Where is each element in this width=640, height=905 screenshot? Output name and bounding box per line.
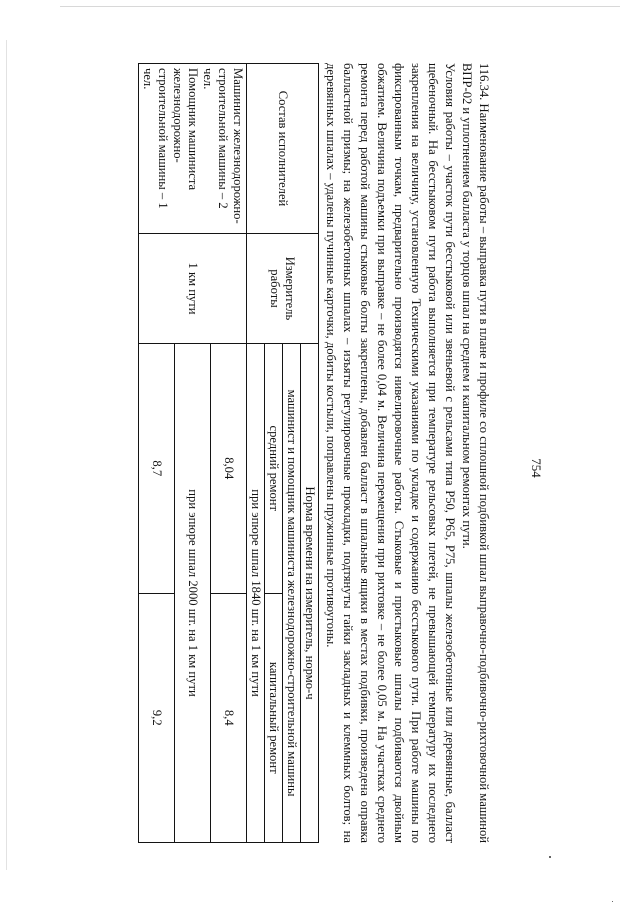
time-norm-table bbox=[138, 63, 319, 843]
page-number: 754 bbox=[529, 458, 544, 478]
work-conditions-paragraph bbox=[322, 63, 458, 843]
document-body bbox=[130, 53, 500, 853]
performer-assistant: Помощник машиниста железнодорожно-строительной машины – 1 чел. bbox=[141, 68, 200, 209]
value-1840-medium: 8,04 bbox=[211, 344, 247, 594]
value-1840-capital: 8,4 bbox=[211, 593, 247, 843]
scan-speck bbox=[549, 856, 551, 858]
scan-edge-top bbox=[60, 6, 620, 7]
scan-speck bbox=[612, 901, 613, 902]
rotated-page-content bbox=[140, 53, 500, 853]
header-performers: Состав исполнителей bbox=[247, 64, 319, 234]
header-capital-repair: капитальный ремонт bbox=[265, 593, 283, 843]
row-label-1840: при эпюре шпал 1840 шт. на 1 км пути bbox=[247, 344, 265, 843]
value-2000-capital: 9,2 bbox=[139, 593, 175, 843]
header-norm: Норма времени на измеритель, нормо-ч bbox=[301, 344, 319, 843]
row-label-2000: при эпюре шпал 2000 шт. на 1 км пути bbox=[175, 344, 211, 843]
scan-edge-left bbox=[6, 40, 7, 870]
header-medium-repair: средний ремонт bbox=[265, 344, 283, 594]
header-crew: машинист и помощник машиниста железнодорожно-строительной машины bbox=[283, 344, 301, 843]
table-row bbox=[211, 64, 247, 843]
value-2000-medium: 8,7 bbox=[139, 344, 175, 594]
work-title-text: 116.34. Наименование работы – выправка пути в плане и профиле со сплошной подбивкой шпал выправочно-подбивочно-рихтовочной машиной ВПР-02 и уплотнением балласта у торцов шпал на среднем и капитальном ремонтах пути. bbox=[460, 63, 491, 843]
work-title-paragraph bbox=[458, 63, 492, 843]
performer-driver: Машинист железнодорожно-строительной машины – 2 чел. bbox=[201, 68, 245, 224]
table-header-row bbox=[301, 64, 319, 843]
work-conditions-text: Условия работы – участок пути бесстыковой или звеньевой с рельсами типа Р50, Р65, Р75, шпалы железобетонные или деревянные, балласт щебеночный. На бесстыковом пути работа выполняется при температуре рельсовых плетей, не превышающей температуру их последнего закрепления на величину, установленную Техническими указаниями по укладке и содержанию бесстыкового пути. При работе машины по фиксированным точкам, предварительно производятся нивелировочные работы. Стыковые и пристыковые шпалы подбиваются двойным обжатием. Величина подъемки при выправке – не более 0,04 м. Величина перемещения при рихтовке – не более 0,05 м. На участках среднего ремонта перед работой машины стыковые болты закреплены, добавлен балласт в шпальные ящики в местах подбивки, произведена оправка балластной призмы; на железобетонных шпалах – изъяты регулировочные прокладки, подтянуты гайки закладных и клеммных болтов; на деревянных шпалах – удалены пучинные карточки, добиты костыли, поправлены пружинные противоугоны. bbox=[324, 63, 457, 843]
performers-cell bbox=[139, 64, 247, 234]
unit-cell: 1 км пути bbox=[139, 234, 247, 344]
header-unit: Измеритель работы bbox=[247, 234, 319, 344]
